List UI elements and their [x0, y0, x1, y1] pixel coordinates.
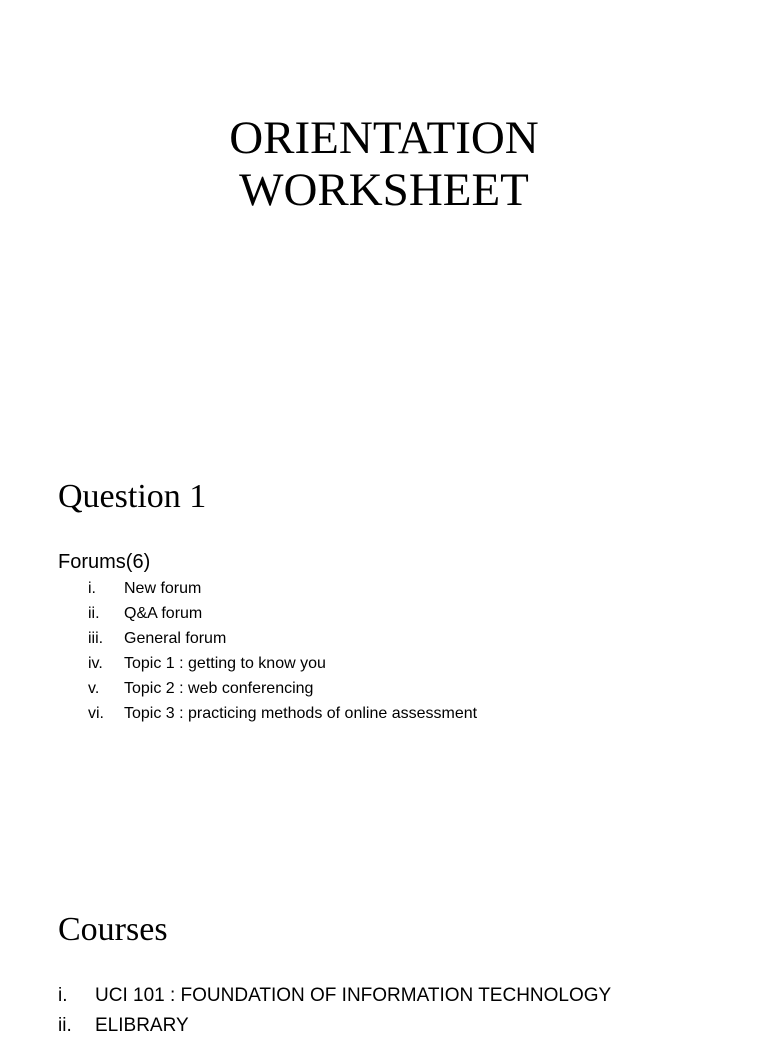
list-item-number: i. [58, 985, 68, 1006]
list-item-number: v. [88, 680, 100, 697]
list-item-text: Topic 2 : web conferencing [124, 680, 314, 697]
list-item-text: General forum [124, 630, 227, 647]
list-item-number: ii. [58, 1015, 72, 1036]
list-item-text: New forum [124, 580, 202, 597]
question-1-heading: Question 1 [58, 478, 207, 515]
list-item-text: ELIBRARY [95, 1015, 189, 1036]
page-title [0, 112, 768, 216]
list-item-text: Topic 1 : getting to know you [124, 655, 326, 672]
list-item-number: iii. [88, 630, 104, 647]
list-item-number: iv. [88, 655, 103, 672]
courses-heading: Courses [58, 911, 168, 948]
list-item-number: vi. [88, 705, 104, 722]
list-item-number: i. [88, 580, 96, 597]
title-line-2: WORKSHEET [239, 164, 529, 216]
list-item-text: UCI 101 : FOUNDATION OF INFORMATION TECHNOLOGY [95, 985, 612, 1006]
list-item-text: Q&A forum [124, 605, 203, 622]
list-item-number: ii. [88, 605, 100, 622]
list-item-text: Topic 3 : practicing methods of online assessment [124, 705, 478, 722]
forums-label: Forums(6) [58, 551, 151, 573]
title-line-1: ORIENTATION [229, 112, 539, 164]
